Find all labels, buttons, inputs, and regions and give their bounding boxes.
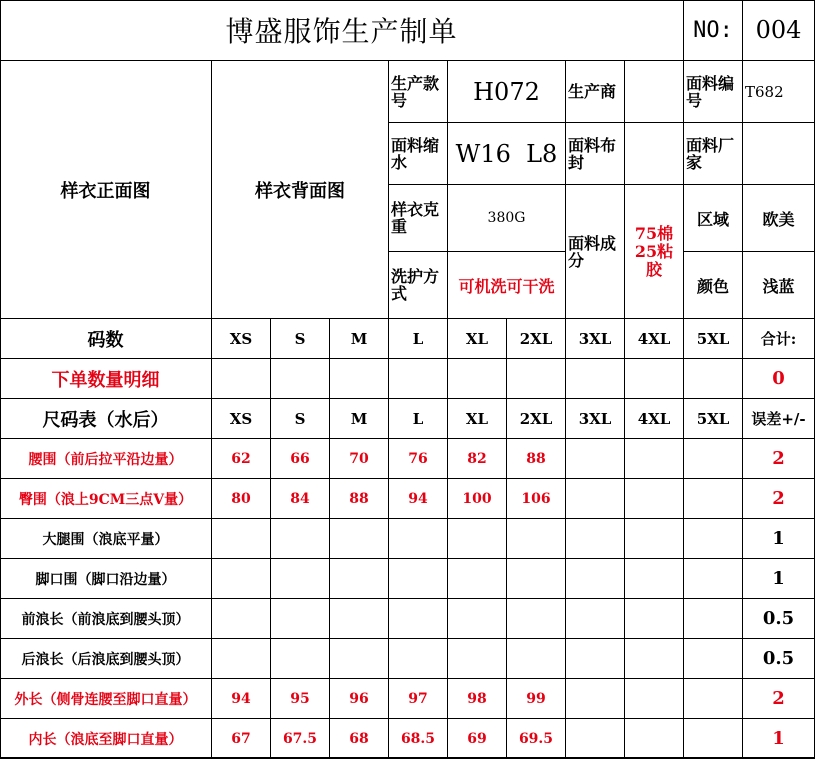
manufacturer-value <box>625 61 684 123</box>
style-no-label: 生产款号 <box>389 61 448 123</box>
region-value: 欧美 <box>743 185 815 252</box>
measure-label-6: 外长（侧骨连腰至脚口直量） <box>0 679 212 719</box>
order-qty-3 <box>389 359 448 399</box>
measure-3-val-4 <box>448 559 507 599</box>
measure-0-val-7 <box>625 439 684 479</box>
measure-1-val-4: 100 <box>448 479 507 519</box>
size-header-6: 3XL <box>566 319 625 359</box>
measure-label-5: 后浪长（后浪底到腰头顶） <box>0 639 212 679</box>
measure-4-val-0 <box>212 599 271 639</box>
color-label: 颜色 <box>684 252 743 319</box>
measure-7-val-8 <box>684 719 743 759</box>
measure-tol-7: 1 <box>743 719 815 759</box>
measure-4-val-2 <box>330 599 389 639</box>
measure-0-val-3: 76 <box>389 439 448 479</box>
measure-label-1: 臀围（浪上9CM三点V量） <box>0 479 212 519</box>
order-qty-6 <box>566 359 625 399</box>
size-header-1: S <box>271 319 330 359</box>
measure-6-val-7 <box>625 679 684 719</box>
measure-6-val-0: 94 <box>212 679 271 719</box>
measure-7-val-4: 69 <box>448 719 507 759</box>
front-image-label: 样衣正面图 <box>60 180 151 202</box>
tolerance-label: 误差+/- <box>743 399 815 439</box>
measure-3-val-0 <box>212 559 271 599</box>
measure-2-val-4 <box>448 519 507 559</box>
back-image-label: 样衣背面图 <box>255 180 345 202</box>
measure-7-val-7 <box>625 719 684 759</box>
order-qty-7 <box>625 359 684 399</box>
size-header-5: 2XL <box>507 319 566 359</box>
shrink-label: 面料缩水 <box>389 123 448 185</box>
measure-1-val-2: 88 <box>330 479 389 519</box>
fabric-seal-label: 面料布封 <box>566 123 625 185</box>
care-label: 洗护方式 <box>389 252 448 319</box>
measure-5-val-2 <box>330 639 389 679</box>
chart-size-0: XS <box>212 399 271 439</box>
measure-4-val-3 <box>389 599 448 639</box>
chart-size-3: L <box>389 399 448 439</box>
measure-6-val-3: 97 <box>389 679 448 719</box>
measure-3-val-8 <box>684 559 743 599</box>
measure-4-val-6 <box>566 599 625 639</box>
fabric-no-value: T682 <box>743 61 815 123</box>
measure-0-val-1: 66 <box>271 439 330 479</box>
measure-label-3: 脚口围（脚口沿边量） <box>0 559 212 599</box>
order-qty-5 <box>507 359 566 399</box>
measure-6-val-4: 98 <box>448 679 507 719</box>
measure-label-2: 大腿围（浪底平量） <box>0 519 212 559</box>
fabric-factory-label: 面料厂家 <box>684 123 743 185</box>
measure-tol-5: 0.5 <box>743 639 815 679</box>
measure-7-val-6 <box>566 719 625 759</box>
measure-5-val-1 <box>271 639 330 679</box>
measure-1-val-6 <box>566 479 625 519</box>
measure-7-val-0: 67 <box>212 719 271 759</box>
sheet-title: 博盛服饰生产制单 <box>0 0 684 61</box>
measure-5-val-3 <box>389 639 448 679</box>
measure-0-val-6 <box>566 439 625 479</box>
chart-size-4: XL <box>448 399 507 439</box>
care-value: 可机洗可干洗 <box>448 252 566 319</box>
order-qty-8 <box>684 359 743 399</box>
measure-3-val-7 <box>625 559 684 599</box>
measure-0-val-2: 70 <box>330 439 389 479</box>
order-qty-1 <box>271 359 330 399</box>
measure-tol-0: 2 <box>743 439 815 479</box>
measure-7-val-3: 68.5 <box>389 719 448 759</box>
measure-6-val-5: 99 <box>507 679 566 719</box>
order-label: 下单数量明细 <box>0 359 212 399</box>
measure-label-7: 内长（浪底至脚口直量） <box>0 719 212 759</box>
measure-6-val-2: 96 <box>330 679 389 719</box>
region-label: 区域 <box>684 185 743 252</box>
measure-0-val-5: 88 <box>507 439 566 479</box>
chart-size-7: 4XL <box>625 399 684 439</box>
measure-2-val-6 <box>566 519 625 559</box>
measure-tol-3: 1 <box>743 559 815 599</box>
measure-label-0: 腰围（前后拉平沿边量） <box>0 439 212 479</box>
weight-label: 样衣克重 <box>389 185 448 252</box>
size-header-7: 4XL <box>625 319 684 359</box>
measure-tol-1: 2 <box>743 479 815 519</box>
measure-0-val-8 <box>684 439 743 479</box>
measure-6-val-8 <box>684 679 743 719</box>
measure-4-val-4 <box>448 599 507 639</box>
no-label: NO: <box>684 0 743 61</box>
measure-1-val-0: 80 <box>212 479 271 519</box>
measure-1-val-3: 94 <box>389 479 448 519</box>
total-label: 合计: <box>743 319 815 359</box>
front-image-area <box>0 61 212 319</box>
size-header-8: 5XL <box>684 319 743 359</box>
measure-2-val-1 <box>271 519 330 559</box>
chart-size-5: 2XL <box>507 399 566 439</box>
back-image-area <box>212 61 389 319</box>
chart-label: 尺码表（水后） <box>0 399 212 439</box>
measure-1-val-5: 106 <box>507 479 566 519</box>
size-header-0: XS <box>212 319 271 359</box>
chart-size-2: M <box>330 399 389 439</box>
weight-value: 380G <box>448 185 566 252</box>
manufacturer-label: 生产商 <box>566 61 625 123</box>
measure-2-val-5 <box>507 519 566 559</box>
measure-5-val-4 <box>448 639 507 679</box>
size-header-4: XL <box>448 319 507 359</box>
measure-tol-2: 1 <box>743 519 815 559</box>
fabric-seal-value <box>625 123 684 185</box>
measure-3-val-2 <box>330 559 389 599</box>
measure-2-val-2 <box>330 519 389 559</box>
measure-2-val-8 <box>684 519 743 559</box>
color-value: 浅蓝 <box>743 252 815 319</box>
measure-2-val-3 <box>389 519 448 559</box>
size-header-3: L <box>389 319 448 359</box>
chart-size-8: 5XL <box>684 399 743 439</box>
order-qty-0 <box>212 359 271 399</box>
measure-2-val-7 <box>625 519 684 559</box>
fabric-no-label: 面料编号 <box>684 61 743 123</box>
composition-label: 面料成分 <box>566 185 625 319</box>
chart-size-6: 3XL <box>566 399 625 439</box>
measure-7-val-5: 69.5 <box>507 719 566 759</box>
measure-4-val-5 <box>507 599 566 639</box>
composition-value: 75棉25粘胶 <box>625 185 684 319</box>
order-qty-4 <box>448 359 507 399</box>
measure-1-val-8 <box>684 479 743 519</box>
measure-tol-4: 0.5 <box>743 599 815 639</box>
measure-5-val-8 <box>684 639 743 679</box>
order-total: 0 <box>743 359 815 399</box>
chart-size-1: S <box>271 399 330 439</box>
order-qty-2 <box>330 359 389 399</box>
measure-4-val-7 <box>625 599 684 639</box>
measure-5-val-6 <box>566 639 625 679</box>
measure-3-val-5 <box>507 559 566 599</box>
measure-7-val-2: 68 <box>330 719 389 759</box>
measure-tol-6: 2 <box>743 679 815 719</box>
measure-0-val-4: 82 <box>448 439 507 479</box>
shrink-value: W16 L8 <box>448 123 566 185</box>
style-no-value: H072 <box>448 61 566 123</box>
measure-3-val-1 <box>271 559 330 599</box>
measure-label-4: 前浪长（前浪底到腰头顶） <box>0 599 212 639</box>
size-row-label: 码数 <box>0 319 212 359</box>
measure-1-val-1: 84 <box>271 479 330 519</box>
no-value: 004 <box>743 0 815 61</box>
measure-6-val-6 <box>566 679 625 719</box>
measure-3-val-6 <box>566 559 625 599</box>
size-header-2: M <box>330 319 389 359</box>
measure-5-val-5 <box>507 639 566 679</box>
measure-3-val-3 <box>389 559 448 599</box>
measure-7-val-1: 67.5 <box>271 719 330 759</box>
measure-5-val-0 <box>212 639 271 679</box>
measure-4-val-1 <box>271 599 330 639</box>
fabric-factory-value <box>743 123 815 185</box>
measure-5-val-7 <box>625 639 684 679</box>
measure-2-val-0 <box>212 519 271 559</box>
measure-1-val-7 <box>625 479 684 519</box>
measure-4-val-8 <box>684 599 743 639</box>
measure-0-val-0: 62 <box>212 439 271 479</box>
measure-6-val-1: 95 <box>271 679 330 719</box>
